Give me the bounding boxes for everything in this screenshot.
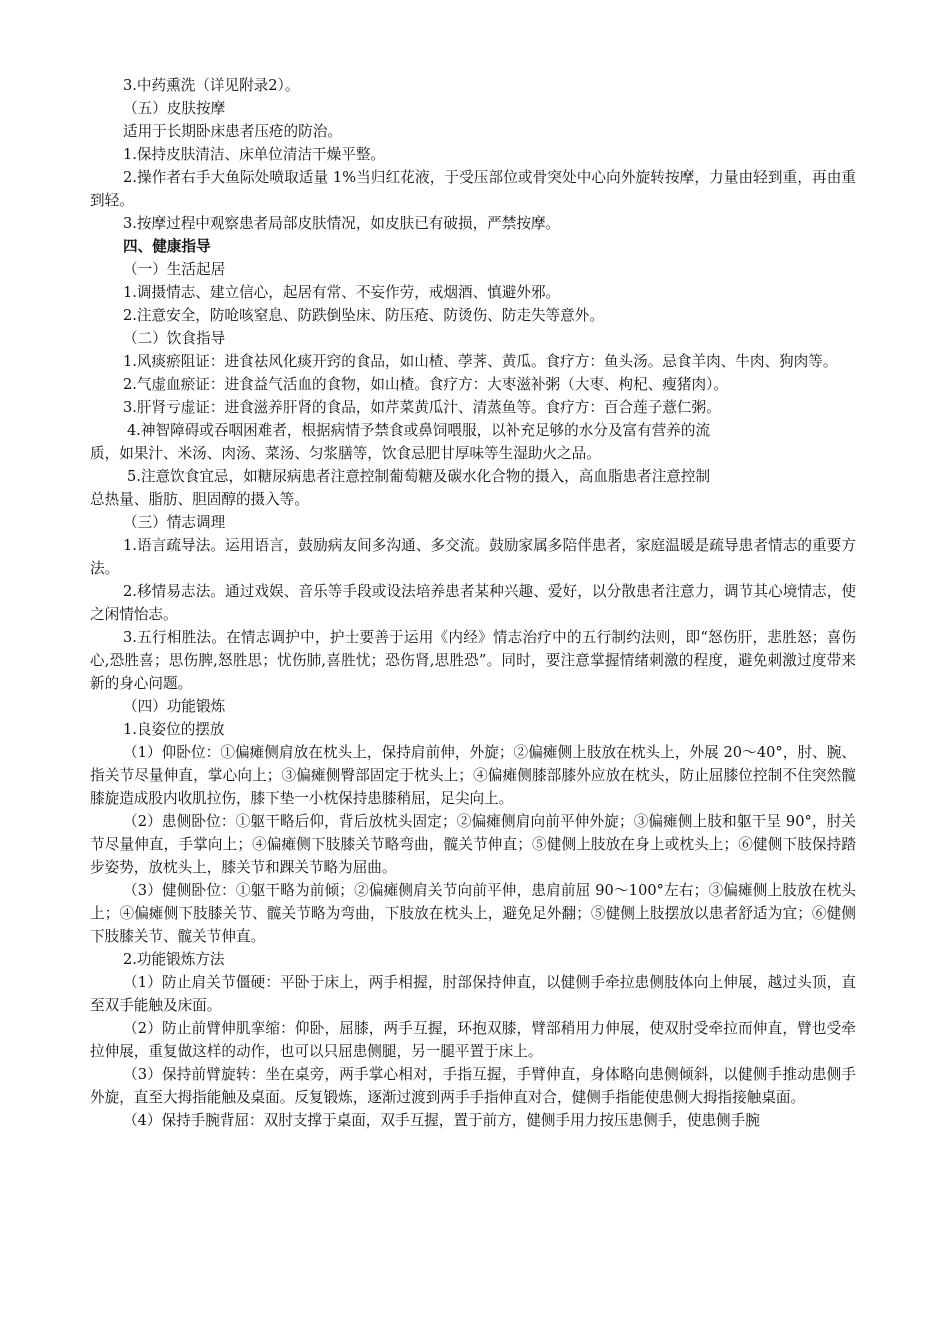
list-item: （2）患侧卧位：①躯干略后仰，背后放枕头固定；②偏瘫侧肩向前平伸外旋；③偏瘫侧上肢和躯干呈 90°，肘关节尽量伸直，手掌向上；④偏瘫侧下肢膝关节略弯曲，髋关节伸直；⑤健侧上肢放在身上或枕头上；⑥健侧下肢保持踏步姿势，放枕头上，膝关节和踝关节略为屈曲。 xyxy=(90,813,856,876)
list-item: （4）保持手腕背屈：双肘支撑于桌面，双手互握，置于前方，健侧手用力按压患侧手，使患侧手腕 xyxy=(123,1112,760,1129)
section-subheading: （五）皮肤按摩 xyxy=(123,100,226,117)
section-subheading: （四）功能锻炼 xyxy=(123,698,226,715)
list-item: 1.风痰瘀阻证：进食祛风化痰开窍的食品，如山楂、荸荠、黄瓜。食疗方：鱼头汤。忌食羊肉、牛肉、狗肉等。 xyxy=(123,353,838,370)
list-item: 3.肝肾亏虚证：进食滋养肝肾的食品，如芹菜黄瓜汁、清蒸鱼等。食疗方：百合莲子薏仁粥。 xyxy=(123,399,721,416)
list-item: （1）防止肩关节僵硬：平卧于床上，两手相握，肘部保持伸直，以健侧手牵拉患侧肢体向上伸展，越过头顶，直至双手能触及床面。 xyxy=(90,974,856,1014)
list-item: （3）健侧卧位：①躯干略为前倾；②偏瘫侧肩关节向前平伸，患肩前屈 90～100°左右；③偏瘫侧上肢放在枕头上；④偏瘫侧下肢膝关节、髋关节略为弯曲，下肢放在枕头上，避免足外翻；⑤健侧上肢摆放以患者舒适为宜；⑥健侧下肢膝关节、髋关节伸直。 xyxy=(90,882,856,945)
section-subheading: （二）饮食指导 xyxy=(123,330,226,347)
list-item: （2）防止前臂伸肌挛缩：仰卧，屈膝，两手互握，环抱双膝，臂部稍用力伸展，使双肘受牵拉而伸直，臂也受牵拉伸展，重复做这样的动作，也可以只屈患侧腿，另一腿平置于床上。 xyxy=(90,1020,856,1060)
paragraph: 适用于长期卧床患者压疮的防治。 xyxy=(123,123,342,140)
list-item: 1.良姿位的摆放 xyxy=(123,721,225,738)
list-item: 3.中药熏洗（详见附录2）。 xyxy=(123,77,300,94)
list-item: 2.移情易志法。通过戏娱、音乐等手段或设法培养患者某种兴趣、爱好，以分散患者注意力，调节其心境情志，使之闲情怡志。 xyxy=(90,583,856,623)
list-item: 4.神智障碍或吞咽困难者，根据病情予禁食或鼻饲喂服，以补充足够的水分及富有营养的流 xyxy=(127,422,711,439)
list-item: 2.气虚血瘀证：进食益气活血的食物，如山楂。食疗方：大枣滋补粥（大枣、枸杞、瘦猪肉）。 xyxy=(123,376,728,393)
list-item: 2.注意安全，防呛咳窒息、防跌倒坠床、防压疮、防烫伤、防走失等意外。 xyxy=(123,307,604,324)
list-item-continuation: 质，如果汁、米汤、肉汤、菜汤、匀浆膳等，饮食忌肥甘厚味等生湿助火之品。 xyxy=(90,445,601,462)
list-item: 1.保持皮肤清洁、床单位清洁干燥平整。 xyxy=(123,146,386,163)
section-heading: 四、健康指导 xyxy=(123,238,211,255)
list-item-continuation: 总热量、脂肪、胆固醇的摄入等。 xyxy=(90,491,309,508)
list-item: 2.操作者右手大鱼际处喷取适量 1%当归红花液，于受压部位或骨突处中心向外旋转按摩，力量由轻到重，再由重到轻。 xyxy=(90,169,856,209)
section-subheading: （三）情志调理 xyxy=(123,514,226,531)
document-body xyxy=(90,74,856,1132)
list-item: 1.调摄情志、建立信心，起居有常、不妄作劳，戒烟酒、慎避外邪。 xyxy=(123,284,561,301)
list-item: 1.语言疏导法。运用语言，鼓励病友间多沟通、多交流。鼓励家属多陪伴患者，家庭温暖是疏导患者情志的重要方法。 xyxy=(90,537,856,577)
list-item: 3.五行相胜法。在情志调护中，护士要善于运用《内经》情志治疗中的五行制约法则，即“怒伤肝，悲胜怒；喜伤心,恐胜喜；思伤脾,怒胜思；忧伤肺,喜胜忧；恐伤肾,思胜恐”。同时，要注意掌握情绪刺激的程度，避免刺激过度带来新的身心问题。 xyxy=(90,629,856,692)
list-item: 3.按摩过程中观察患者局部皮肤情况，如皮肤已有破损，严禁按摩。 xyxy=(123,215,561,232)
list-item: （3）保持前臂旋转：坐在桌旁，两手掌心相对，手指互握，手臂伸直，身体略向患侧倾斜，以健侧手推动患侧手外旋，直至大拇指能触及桌面。反复锻炼，逐渐过渡到两手手指伸直对合，健侧手指能使患侧大拇指接触桌面。 xyxy=(90,1066,856,1106)
list-item: 2.功能锻炼方法 xyxy=(123,951,225,968)
list-item: （1）仰卧位：①偏瘫侧肩放在枕头上，保持肩前伸，外旋；②偏瘫侧上肢放在枕头上，外展 20～40°，肘、腕、指关节尽量伸直，掌心向上；③偏瘫侧臀部固定于枕头上；④偏瘫侧膝部膝外应放在枕头，防止屈膝位控制不住突然髋膝旋造成股内收肌拉伤，膝下垫一小枕保持患膝稍屈，足尖向上。 xyxy=(90,744,856,807)
section-subheading: （一）生活起居 xyxy=(123,261,226,278)
list-item: 5.注意饮食宜忌，如糖尿病患者注意控制葡萄糖及碳水化合物的摄入，高血脂患者注意控制 xyxy=(127,468,711,485)
